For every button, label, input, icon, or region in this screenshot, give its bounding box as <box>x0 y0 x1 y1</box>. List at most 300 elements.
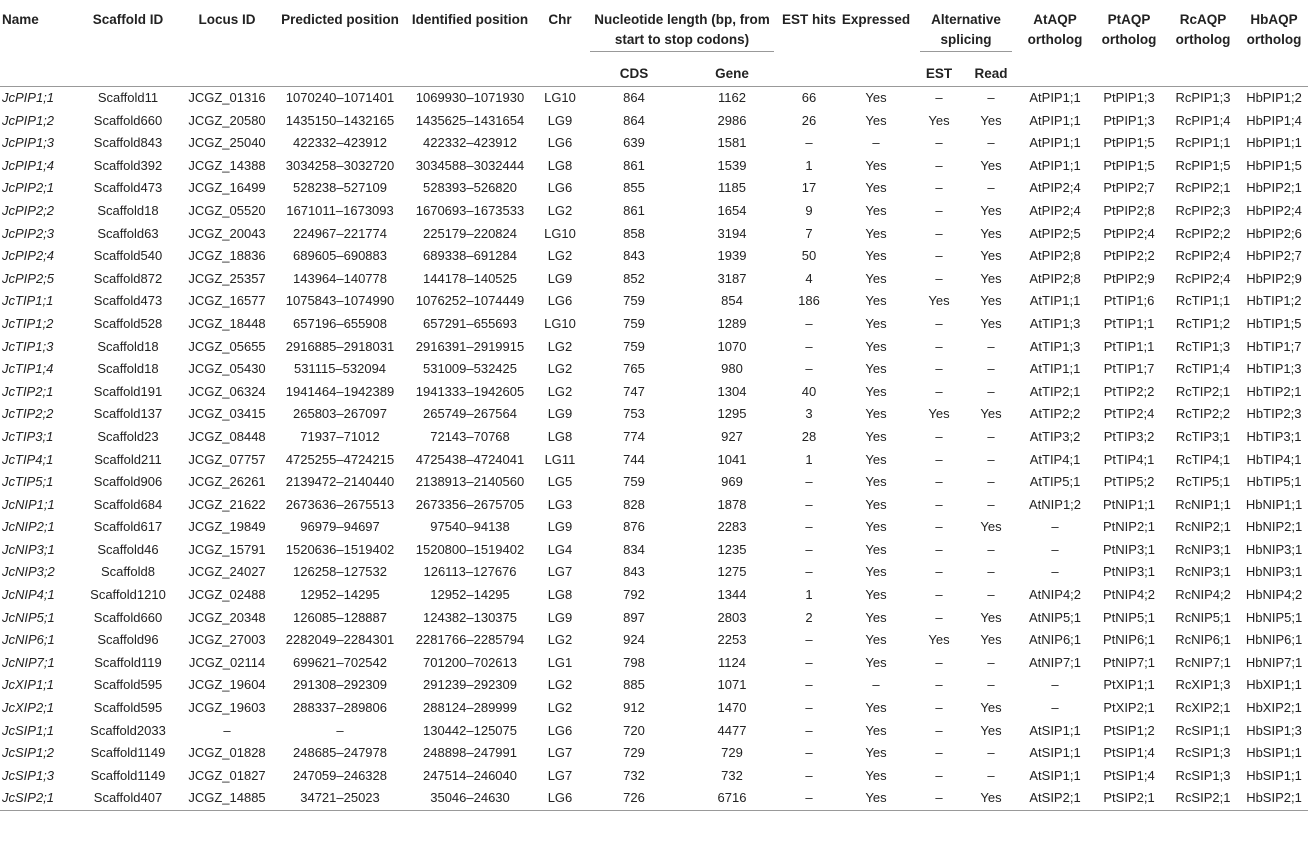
table-cell: AtPIP2;4 <box>1029 202 1081 218</box>
table-cell: 531009–532425 <box>423 361 517 377</box>
table-cell: 689605–690883 <box>293 248 387 264</box>
table-body <box>0 87 1308 811</box>
table-cell: – <box>805 496 813 512</box>
table-cell: LG10 <box>544 225 576 241</box>
table-cell: LG4 <box>547 541 573 557</box>
table-cell: 1185 <box>718 180 746 196</box>
table-cell: RcPIP2;4 <box>1175 270 1231 286</box>
table-cell: – <box>987 338 995 354</box>
table-cell: – <box>805 338 813 354</box>
table-cell: AtPIP1;1 <box>1029 157 1081 173</box>
table-cell: JCGZ_01828 <box>188 745 266 761</box>
table-cell: 291308–292309 <box>293 677 387 693</box>
gene-name-cell: JcPIP2;4 <box>2 248 55 264</box>
table-row <box>0 426 1308 449</box>
gene-name-cell: JcTIP2;2 <box>2 406 54 422</box>
table-cell: Yes <box>838 87 914 110</box>
table-row <box>0 697 1308 720</box>
table-cell: 852 <box>623 270 645 286</box>
table-cell: PtSIP1;4 <box>1103 767 1155 783</box>
table-cell: – <box>805 135 813 151</box>
table-cell: LG8 <box>547 587 573 603</box>
table-cell: – <box>805 315 813 331</box>
table-cell: HbPIP1;1 <box>1246 135 1302 151</box>
table-cell: PtPIP2;7 <box>1103 180 1155 196</box>
table-cell: LG11 <box>544 451 576 467</box>
table-cell: RcTIP1;3 <box>1175 338 1231 354</box>
table-cell: 3034588–3032444 <box>415 157 525 173</box>
table-cell: JCGZ_02114 <box>188 654 266 670</box>
header-pt-ortholog: PtAQP ortholog <box>1101 12 1157 47</box>
table-cell: 2283 <box>717 519 747 535</box>
table-row <box>0 787 1308 810</box>
table-cell: – <box>935 180 943 196</box>
table-cell: AtTIP1;1 <box>1029 293 1081 309</box>
header-est: EST <box>925 66 953 81</box>
table-cell: 1941333–1942605 <box>415 383 525 399</box>
table-cell: 2673356–2675705 <box>415 496 525 512</box>
table-cell: 924 <box>623 632 645 648</box>
table-cell: 28 <box>801 428 817 444</box>
header-expressed: Expressed <box>841 12 911 27</box>
table-cell: AtNIP5;1 <box>1029 609 1082 625</box>
table-cell: Scaffold1149 <box>90 745 166 761</box>
table-cell: – <box>935 609 943 625</box>
gene-name-cell: JcNIP6;1 <box>2 632 55 648</box>
table-cell: – <box>805 564 813 580</box>
header-name: Name <box>2 12 39 27</box>
table-cell: LG6 <box>547 180 573 196</box>
table-cell: 732 <box>623 767 645 783</box>
table-cell: JCGZ_20348 <box>188 609 266 625</box>
table-cell: RcNIP2;1 <box>1175 519 1231 535</box>
table-cell: Scaffold191 <box>93 383 163 399</box>
table-cell: PtXIP2;1 <box>1103 700 1155 716</box>
table-cell: 689338–691284 <box>423 248 517 264</box>
table-cell: – <box>935 248 943 264</box>
table-cell: – <box>805 541 813 557</box>
table-cell: LG6 <box>547 293 573 309</box>
table-row <box>0 607 1308 630</box>
table-cell: 2916885–2918031 <box>285 338 395 354</box>
table-cell: JCGZ_21622 <box>188 496 266 512</box>
table-cell: JCGZ_19603 <box>188 700 266 716</box>
gene-name-cell: JcTIP1;4 <box>2 361 54 377</box>
table-cell: 1041 <box>717 451 747 467</box>
table-cell: Yes <box>980 270 1002 286</box>
table-cell: JCGZ_08448 <box>188 428 266 444</box>
table-cell: 186 <box>798 293 820 309</box>
gene-name-cell: JcPIP2;2 <box>2 202 55 218</box>
table-cell: 1071 <box>717 677 747 693</box>
table-cell: 225179–220824 <box>423 225 517 241</box>
table-cell: 1435150–1432165 <box>285 112 395 128</box>
table-row <box>0 177 1308 200</box>
table-cell: Yes <box>865 722 887 738</box>
table-cell: RcTIP2;1 <box>1175 383 1231 399</box>
table-row <box>0 223 1308 246</box>
table-cell: 854 <box>721 293 743 309</box>
table-cell: 3194 <box>717 225 747 241</box>
table-cell: AtTIP3;2 <box>1029 428 1081 444</box>
gene-name-cell: JcNIP1;1 <box>2 496 55 512</box>
table-cell: HbPIP2;7 <box>1246 248 1302 264</box>
table-cell: PtPIP2;8 <box>1103 202 1155 218</box>
table-cell: LG9 <box>547 112 573 128</box>
table-cell: – <box>987 451 995 467</box>
header-read: Read <box>974 66 1008 81</box>
table-cell: 528238–527109 <box>293 180 387 196</box>
table-cell: 774 <box>623 428 645 444</box>
table-cell: – <box>914 787 964 810</box>
table-row <box>0 652 1308 675</box>
table-cell: Yes <box>865 541 887 557</box>
table-cell: 639 <box>623 135 645 151</box>
table-cell: LG6 <box>547 722 573 738</box>
table-row <box>0 381 1308 404</box>
table-cell: 744 <box>623 451 645 467</box>
gene-name-cell: JcTIP3;1 <box>2 428 54 444</box>
table-cell: Scaffold540 <box>93 248 163 264</box>
table-cell: – <box>223 722 231 738</box>
table-cell: AtPIP2;8 <box>1029 270 1081 286</box>
table-cell: LG10 <box>536 87 584 110</box>
table-cell: RcNIP7;1 <box>1175 654 1231 670</box>
table-cell: 288124–289999 <box>423 700 517 716</box>
table-cell: LG9 <box>547 609 573 625</box>
table-cell: AtPIP2;4 <box>1029 180 1081 196</box>
table-cell: Scaffold1210 <box>90 587 166 603</box>
table-cell: – <box>935 270 943 286</box>
table-cell: LG2 <box>547 248 573 264</box>
table-cell: – <box>987 361 995 377</box>
table-cell: PtSIP1;4 <box>1103 745 1155 761</box>
table-cell: – <box>935 474 943 490</box>
table-cell: Scaffold407 <box>78 787 178 810</box>
table-cell: 3 <box>805 406 813 422</box>
table-cell: Scaffold8 <box>101 564 155 580</box>
gene-name-cell: JcTIP4;1 <box>2 451 54 467</box>
table-cell: Scaffold1149 <box>90 767 166 783</box>
table-cell: – <box>935 451 943 467</box>
table-cell: HbPIP1;4 <box>1246 112 1302 128</box>
table-row <box>0 561 1308 584</box>
table-cell: – <box>987 135 995 151</box>
table-cell: HbNIP4;2 <box>1245 587 1303 603</box>
table-cell: Scaffold211 <box>94 451 162 467</box>
table-cell: – <box>805 654 813 670</box>
table-cell: 1162 <box>684 87 780 110</box>
table-cell: RcTIP2;2 <box>1175 406 1231 422</box>
table-cell: – <box>987 496 995 512</box>
table-cell: 1941464–1942389 <box>285 383 395 399</box>
table-cell: Scaffold23 <box>97 428 159 444</box>
table-cell: RcXIP2;1 <box>1175 700 1231 716</box>
table-cell: Scaffold872 <box>93 270 163 286</box>
table-cell: Yes <box>865 361 887 377</box>
table-cell: 9 <box>805 202 813 218</box>
table-cell: JCGZ_20580 <box>188 112 266 128</box>
table-cell: LG2 <box>547 338 573 354</box>
table-row <box>0 403 1308 426</box>
table-cell: Yes <box>980 315 1002 331</box>
header-identified-position: Identified position <box>411 12 529 27</box>
table-cell: 66 <box>780 87 838 110</box>
gene-name-cell: JcSIP1;1 <box>2 722 55 738</box>
table-cell: Yes <box>928 406 950 422</box>
table-cell: HbNIP7;1 <box>1245 654 1303 670</box>
table-cell: 828 <box>623 496 645 512</box>
table-cell: 143964–140778 <box>293 270 387 286</box>
table-cell: 126085–128887 <box>293 609 387 625</box>
table-cell: Yes <box>865 632 887 648</box>
table-cell: 1 <box>805 451 813 467</box>
table-cell: JCGZ_16499 <box>188 180 266 196</box>
table-cell: AtPIP1;1 <box>1029 112 1081 128</box>
table-cell: 699621–702542 <box>293 654 387 670</box>
table-cell: Yes <box>928 632 950 648</box>
table-row <box>0 629 1308 652</box>
table-cell: HbXIP1;1 <box>1246 677 1302 693</box>
table-row <box>0 155 1308 178</box>
table-cell: HbPIP1;2 <box>1240 87 1308 110</box>
table-cell: 1939 <box>717 248 747 264</box>
table-cell: 657291–655693 <box>423 315 517 331</box>
table-cell: RcPIP2;1 <box>1175 180 1231 196</box>
table-cell: – <box>987 383 995 399</box>
table-cell: Scaffold18 <box>97 202 159 218</box>
table-cell: 1275 <box>717 564 747 580</box>
table-cell: RcNIP6;1 <box>1175 632 1231 648</box>
table-cell: RcXIP1;3 <box>1175 677 1231 693</box>
table-row <box>0 494 1308 517</box>
table-row <box>0 290 1308 313</box>
table-row <box>0 449 1308 472</box>
table-cell: 759 <box>623 338 645 354</box>
table-cell: RcTIP4;1 <box>1175 451 1231 467</box>
table-cell: AtTIP2;2 <box>1029 406 1081 422</box>
table-cell: LG2 <box>547 383 573 399</box>
table-cell: LG6 <box>547 135 573 151</box>
table-cell: Scaffold46 <box>97 541 159 557</box>
table-cell: JCGZ_01827 <box>188 767 266 783</box>
table-cell: Yes <box>865 745 887 761</box>
table-cell: 885 <box>623 677 645 693</box>
table-cell: PtPIP1;5 <box>1103 135 1155 151</box>
table-cell: JCGZ_03415 <box>188 406 266 422</box>
table-row <box>0 110 1308 133</box>
table-row <box>0 516 1308 539</box>
table-cell: 2673636–2675513 <box>285 496 395 512</box>
table-row <box>0 87 1308 110</box>
table-cell: RcSIP1;1 <box>1175 722 1231 738</box>
table-cell: – <box>872 135 880 151</box>
table-cell: AtNIP1;2 <box>1029 496 1082 512</box>
table-cell: JCGZ_25040 <box>188 135 266 151</box>
table-cell: – <box>805 745 813 761</box>
table-cell: 792 <box>623 587 645 603</box>
table-cell: 26 <box>801 112 817 128</box>
gene-name-cell: JcPIP1;4 <box>2 157 55 173</box>
table-cell: 224967–221774 <box>293 225 387 241</box>
table-cell: Yes <box>980 700 1002 716</box>
table-row <box>0 313 1308 336</box>
table-row <box>0 268 1308 291</box>
table-cell: LG3 <box>547 496 573 512</box>
table-cell: 759 <box>623 474 645 490</box>
table-cell: JCGZ_02488 <box>188 587 266 603</box>
table-cell: 858 <box>623 225 645 241</box>
gene-name-cell: JcPIP2;1 <box>2 180 55 196</box>
table-cell: Yes <box>865 496 887 512</box>
table-cell: 12952–14295 <box>300 587 380 603</box>
table-cell: JCGZ_26261 <box>188 474 266 490</box>
table-cell: JCGZ_05520 <box>188 202 266 218</box>
table-cell: LG7 <box>547 745 573 761</box>
table-cell: 1671011–1673093 <box>286 202 394 218</box>
table-cell: 2 <box>805 609 813 625</box>
table-cell: Scaffold473 <box>93 293 163 309</box>
table-cell: Yes <box>980 722 1002 738</box>
table-cell: RcPIP1;4 <box>1175 112 1231 128</box>
table-cell: – <box>805 700 813 716</box>
table-cell: 969 <box>721 474 743 490</box>
table-cell: 1070 <box>717 338 747 354</box>
table-cell: JCGZ_25357 <box>188 270 266 286</box>
table-cell: – <box>987 587 995 603</box>
table-cell: HbNIP5;1 <box>1245 609 1303 625</box>
table-cell: 1076252–1074449 <box>415 293 525 309</box>
table-cell: PtNIP6;1 <box>1103 632 1156 648</box>
table-cell: PtXIP1;1 <box>1103 677 1155 693</box>
table-cell: 1295 <box>717 406 747 422</box>
table-cell: – <box>805 677 813 693</box>
table-cell: 1075843–1074990 <box>285 293 395 309</box>
table-cell: – <box>805 361 813 377</box>
table-cell: 876 <box>623 519 645 535</box>
table-cell: PtNIP3;1 <box>1103 564 1156 580</box>
table-cell: – <box>935 361 943 377</box>
gene-name-cell: JcNIP4;1 <box>2 587 55 603</box>
header-gene: Gene <box>715 66 749 81</box>
table-cell: RcPIP2;2 <box>1175 225 1231 241</box>
table-cell: 265803–267097 <box>293 406 387 422</box>
table-cell: – <box>935 722 943 738</box>
table-cell: Scaffold660 <box>93 112 163 128</box>
table-cell: LG6 <box>536 787 584 810</box>
table-cell: – <box>1051 541 1059 557</box>
table-cell: Yes <box>980 293 1002 309</box>
table-cell: Scaffold11 <box>78 87 178 110</box>
header-alternative-splicing: Alternative splicing <box>914 0 1018 58</box>
table-cell: HbNIP6;1 <box>1245 632 1303 648</box>
table-cell: Scaffold473 <box>93 180 163 196</box>
table-cell: 759 <box>623 293 645 309</box>
table-cell: HbPIP2;6 <box>1246 225 1302 241</box>
table-row <box>0 720 1308 743</box>
table-cell: RcTIP1;4 <box>1175 361 1231 377</box>
table-cell: 1470 <box>717 700 747 716</box>
table-cell: 72143–70768 <box>430 428 510 444</box>
table-cell: LG2 <box>547 677 573 693</box>
table-cell: Yes <box>865 519 887 535</box>
table-cell: 980 <box>721 361 743 377</box>
table-cell: AtSIP2;1 <box>1018 787 1092 810</box>
table-cell: – <box>935 338 943 354</box>
table-cell: 7 <box>805 225 813 241</box>
table-cell: HbTIP2;1 <box>1246 383 1302 399</box>
table-cell: Yes <box>865 338 887 354</box>
table-cell: Yes <box>865 383 887 399</box>
table-cell: LG2 <box>547 700 573 716</box>
table-cell: PtPIP2;4 <box>1103 225 1155 241</box>
table-row <box>0 358 1308 381</box>
table-cell: 71937–71012 <box>300 428 380 444</box>
table-row <box>0 132 1308 155</box>
table-cell: Yes <box>865 428 887 444</box>
table-cell: JCGZ_18836 <box>188 248 266 264</box>
table-cell: Yes <box>980 632 1002 648</box>
table-cell: PtNIP3;1 <box>1103 541 1156 557</box>
table-cell: Yes <box>980 609 1002 625</box>
table-cell: 4477 <box>717 722 747 738</box>
table-cell: JCGZ_16577 <box>188 293 266 309</box>
table-cell: – <box>987 180 995 196</box>
table-cell: HbPIP1;5 <box>1246 157 1302 173</box>
table-cell: 265749–267564 <box>423 406 517 422</box>
table-cell: 1 <box>805 157 813 173</box>
table-cell: – <box>805 767 813 783</box>
table-cell: – <box>336 722 344 738</box>
table-cell: Yes <box>865 315 887 331</box>
table-cell: 2139472–2140440 <box>285 474 395 490</box>
header-hb-ortholog: HbAQP ortholog <box>1246 12 1302 47</box>
table-cell: 6716 <box>684 787 780 810</box>
table-cell: – <box>935 677 943 693</box>
gene-name-cell: JcNIP5;1 <box>2 609 55 625</box>
table-cell: JCGZ_05655 <box>188 338 266 354</box>
table-cell: JCGZ_07757 <box>188 451 266 467</box>
table-cell: PtPIP2;2 <box>1103 248 1155 264</box>
table-row <box>0 336 1308 359</box>
table-cell: HbPIP2;1 <box>1246 180 1302 196</box>
table-cell: RcNIP5;1 <box>1175 609 1231 625</box>
table-cell: 1654 <box>717 202 747 218</box>
table-cell: PtNIP1;1 <box>1103 496 1156 512</box>
table-cell: AtPIP2;8 <box>1029 248 1081 264</box>
table-cell: RcPIP1;5 <box>1175 157 1231 173</box>
table-cell: PtTIP5;2 <box>1103 474 1155 490</box>
table-cell: Yes <box>865 180 887 196</box>
table-cell: 96979–94697 <box>300 519 380 535</box>
table-cell: 834 <box>623 541 645 557</box>
table-cell: RcTIP1;1 <box>1175 293 1231 309</box>
table-cell: – <box>1051 519 1059 535</box>
table-cell: – <box>935 519 943 535</box>
table-cell: AtNIP6;1 <box>1029 632 1082 648</box>
table-cell: – <box>935 135 943 151</box>
table-cell: 97540–94138 <box>430 519 510 535</box>
table-cell: – <box>935 225 943 241</box>
table-cell: PtTIP1;6 <box>1103 293 1155 309</box>
table-cell: 1539 <box>717 157 747 173</box>
table-row <box>0 742 1308 765</box>
table-row <box>0 200 1308 223</box>
table-cell: HbTIP4;1 <box>1246 451 1302 467</box>
table-cell: – <box>987 541 995 557</box>
table-cell: LG9 <box>547 519 573 535</box>
table-cell: Yes <box>865 112 887 128</box>
